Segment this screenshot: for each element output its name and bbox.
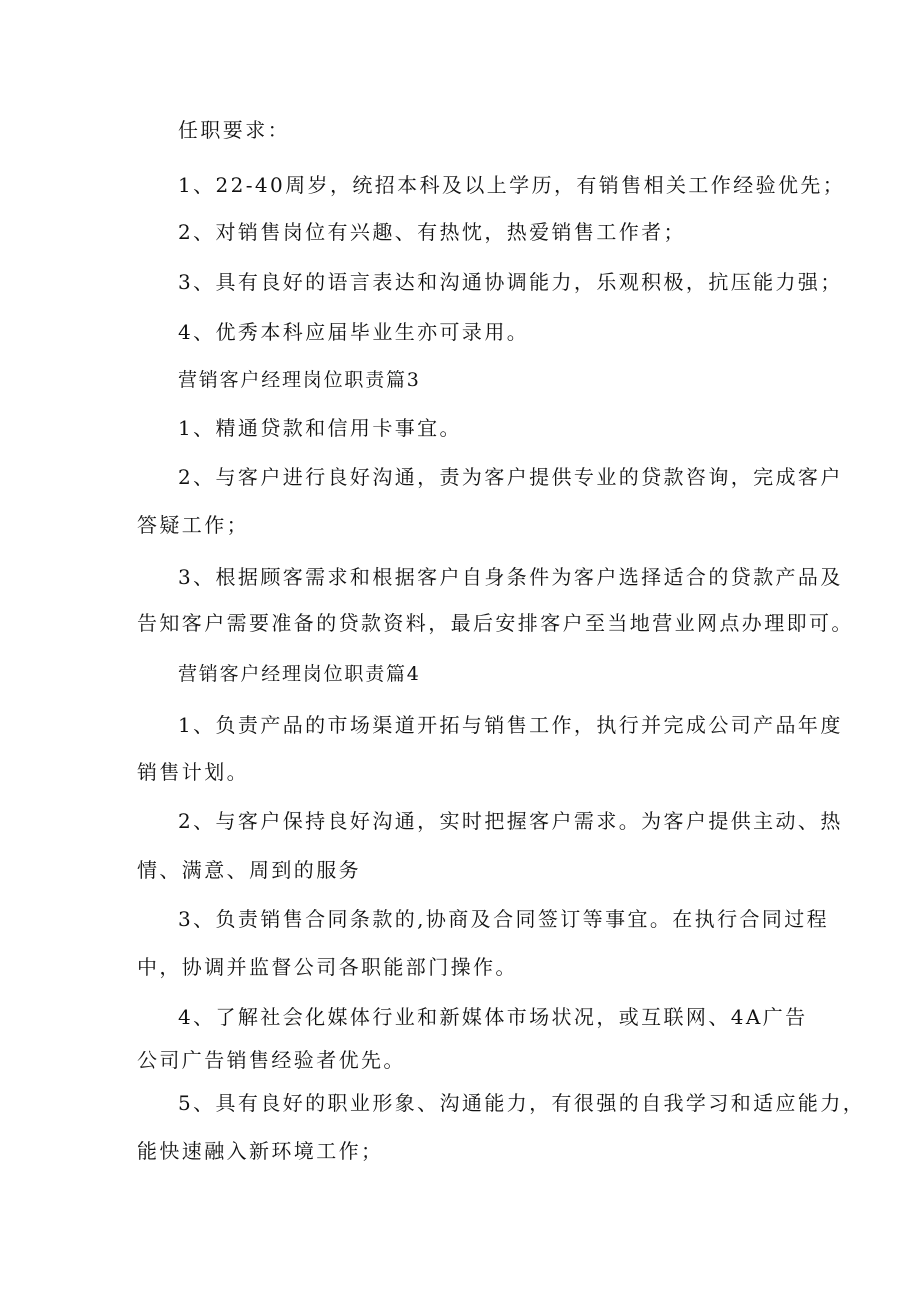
paragraph-line: 5、具有良好的职业形象、沟通能力，有很强的自我学习和适应能力， (178, 1091, 866, 1115)
paragraph-line: 1、精通贷款和信用卡事宜。 (178, 416, 462, 440)
section-heading: 营销客户经理岗位职责篇4 (178, 663, 421, 685)
section-heading: 营销客户经理岗位职责篇3 (178, 369, 421, 391)
paragraph-line: 2、与客户保持良好沟通，实时把握客户需求。为客户提供主动、热 (178, 809, 843, 833)
paragraph-line: 1、22-40周岁，统招本科及以上学历，有销售相关工作经验优先； (178, 173, 846, 197)
paragraph-line: 中，协调并监督公司各职能部门操作。 (137, 955, 518, 979)
paragraph-line: 答疑工作； (137, 513, 249, 537)
paragraph-line: 3、根据顾客需求和根据客户自身条件为客户选择适合的贷款产品及 (178, 565, 843, 589)
paragraph-line: 4、了解社会化媒体行业和新媒体市场状况，或互联网、4A广告 (178, 1005, 808, 1029)
paragraph-line: 告知客户需要准备的贷款资料，最后安排客户至当地营业网点办理即可。 (137, 611, 854, 635)
paragraph-line: 4、优秀本科应届毕业生亦可录用。 (178, 320, 530, 344)
paragraph-line: 公司广告销售经验者优先。 (137, 1048, 406, 1072)
paragraph-line: 3、负责销售合同条款的,协商及合同签订等事宜。在执行合同过程 (178, 907, 830, 931)
paragraph-line: 2、对销售岗位有兴趣、有热忱，热爱销售工作者； (178, 220, 686, 244)
paragraph-line: 2、与客户进行良好沟通，责为客户提供专业的贷款咨询，完成客户 (178, 465, 843, 489)
paragraph-line: 3、具有良好的语言表达和沟通协调能力，乐观积极，抗压能力强； (178, 270, 843, 294)
paragraph-line: 1、负责产品的市场渠道开拓与销售工作，执行并完成公司产品年度 (178, 713, 843, 737)
requirements-heading: 任职要求： (178, 118, 290, 142)
paragraph-line: 销售计划。 (137, 760, 249, 784)
paragraph-line: 能快速融入新环境工作； (137, 1139, 384, 1163)
paragraph-line: 情、满意、周到的服务 (137, 858, 361, 882)
